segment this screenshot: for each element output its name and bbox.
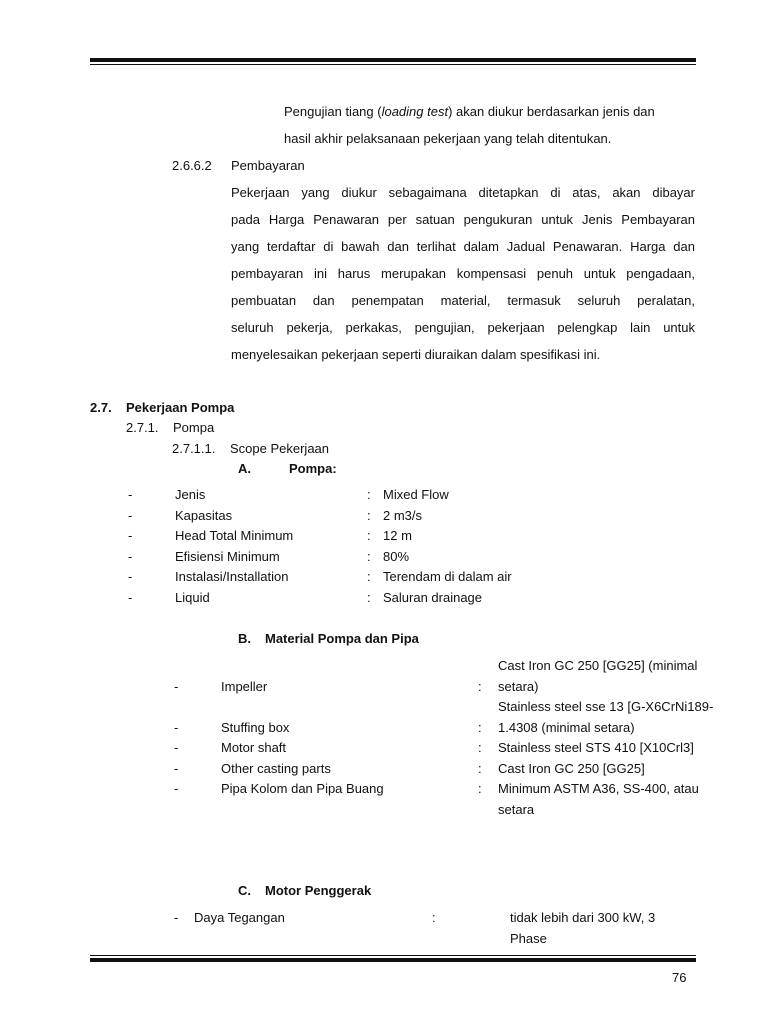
subsection-number: 2.7.1. — [126, 420, 159, 435]
row-value: 2 m3/s — [383, 508, 423, 523]
row-label: Daya Tegangan — [194, 910, 285, 925]
part-letter: A. — [238, 461, 251, 476]
paragraph-line: Pekerjaan yang diukur sebagaimana ditetapkan di atas, akan dibayar — [231, 185, 695, 200]
row-bullet: - — [174, 761, 179, 776]
row-label: Liquid — [175, 590, 210, 605]
paragraph-line: pembuatan dan penempatan material, termasuk seluruh peralatan, — [231, 293, 695, 308]
section-title: Pembayaran — [231, 158, 305, 173]
row-label: Impeller — [221, 679, 268, 694]
row-value-line: Cast Iron GC 250 [GG25] — [498, 761, 645, 776]
section-number: 2.7. — [90, 400, 112, 415]
footer-rule-thick — [90, 958, 696, 962]
row-colon: : — [478, 679, 482, 694]
header-rule-thin — [90, 64, 696, 65]
part-letter: C. — [238, 883, 251, 898]
intro-text: Pengujian tiang ( — [284, 104, 382, 119]
paragraph-line: seluruh pekerja, perkakas, pengujian, pekerjaan pelengkap lain untuk — [231, 320, 695, 335]
row-label: Pipa Kolom dan Pipa Buang — [221, 781, 384, 796]
row-label: Motor shaft — [221, 740, 287, 755]
part-title: Material Pompa dan Pipa — [265, 631, 419, 646]
paragraph-line: yang terdaftar di bawah dan terlihat dalam Jadual Penawaran. Harga dan — [231, 239, 695, 254]
row-bullet: - — [174, 740, 179, 755]
intro-italic-term: loading test — [381, 104, 449, 119]
row-value-line: setara) — [498, 679, 539, 694]
row-value-line: 1.4308 (minimal setara) — [498, 720, 635, 735]
row-colon: : — [367, 549, 371, 564]
row-value: 12 m — [383, 528, 412, 543]
row-value-line: Minimum ASTM A36, SS-400, atau — [498, 781, 699, 796]
row-bullet: - — [128, 569, 133, 584]
row-colon: : — [478, 720, 482, 735]
row-bullet: - — [174, 781, 179, 796]
intro-text: ) akan diukur berdasarkan jenis dan — [448, 104, 655, 119]
row-value-line: tidak lebih dari 300 kW, 3 — [510, 910, 656, 925]
paragraph-line: pembayaran ini harus merupakan kompensasi penuh untuk pengadaan, — [231, 266, 695, 281]
paragraph-line: pada Harga Penawaran per satuan pengukuran untuk Jenis Pembayaran — [231, 212, 695, 227]
row-colon: : — [478, 761, 482, 776]
row-value-line: Cast Iron GC 250 [GG25] (minimal — [498, 658, 698, 673]
row-label: Kapasitas — [175, 508, 233, 523]
section-number: 2.6.6.2 — [172, 158, 212, 173]
row-colon: : — [367, 528, 371, 543]
row-value-line: Stainless steel STS 410 [X10Crl3] — [498, 740, 694, 755]
row-colon: : — [367, 590, 371, 605]
row-value: 80% — [383, 549, 410, 564]
part-title: Motor Penggerak — [265, 883, 372, 898]
row-bullet: - — [128, 508, 133, 523]
paragraph-line: menyelesaikan pekerjaan seperti diuraikan dalam spesifikasi ini. — [231, 347, 601, 362]
row-bullet: - — [174, 679, 179, 694]
subsubsection-number: 2.7.1.1. — [172, 441, 216, 456]
row-colon: : — [367, 487, 371, 502]
row-label: Jenis — [175, 487, 206, 502]
intro-line-2: hasil akhir pelaksanaan pekerjaan yang telah ditentukan. — [284, 131, 612, 146]
row-value: Mixed Flow — [383, 487, 449, 502]
row-label: Other casting parts — [221, 761, 331, 776]
part-title: Pompa: — [289, 461, 337, 476]
row-value: Saluran drainage — [383, 590, 483, 605]
row-bullet: - — [128, 590, 133, 605]
row-bullet: - — [174, 720, 179, 735]
row-value-line: Stainless steel sse 13 [G-X6CrNi189- — [498, 699, 714, 714]
part-letter: B. — [238, 631, 251, 646]
intro-line-1 — [284, 104, 655, 119]
row-value-line: setara — [498, 802, 535, 817]
row-bullet: - — [128, 528, 133, 543]
footer-rule-thin — [90, 955, 696, 956]
section-title: Pekerjaan Pompa — [126, 400, 235, 415]
row-colon: : — [478, 740, 482, 755]
row-label: Stuffing box — [221, 720, 290, 735]
row-value: Terendam di dalam air — [383, 569, 512, 584]
subsubsection-title: Scope Pekerjaan — [230, 441, 330, 456]
row-colon: : — [367, 569, 371, 584]
page-number: 76 — [672, 970, 687, 985]
row-label: Head Total Minimum — [175, 528, 294, 543]
row-label: Efisiensi Minimum — [175, 549, 280, 564]
row-label: Instalasi/Installation — [175, 569, 289, 584]
row-colon: : — [432, 910, 436, 925]
row-colon: : — [478, 781, 482, 796]
row-bullet: - — [128, 549, 133, 564]
row-bullet: - — [128, 487, 133, 502]
subsection-title: Pompa — [173, 420, 215, 435]
row-value-line: Phase — [510, 931, 547, 946]
header-rule-thick — [90, 58, 696, 62]
row-bullet: - — [174, 910, 179, 925]
row-colon: : — [367, 508, 371, 523]
